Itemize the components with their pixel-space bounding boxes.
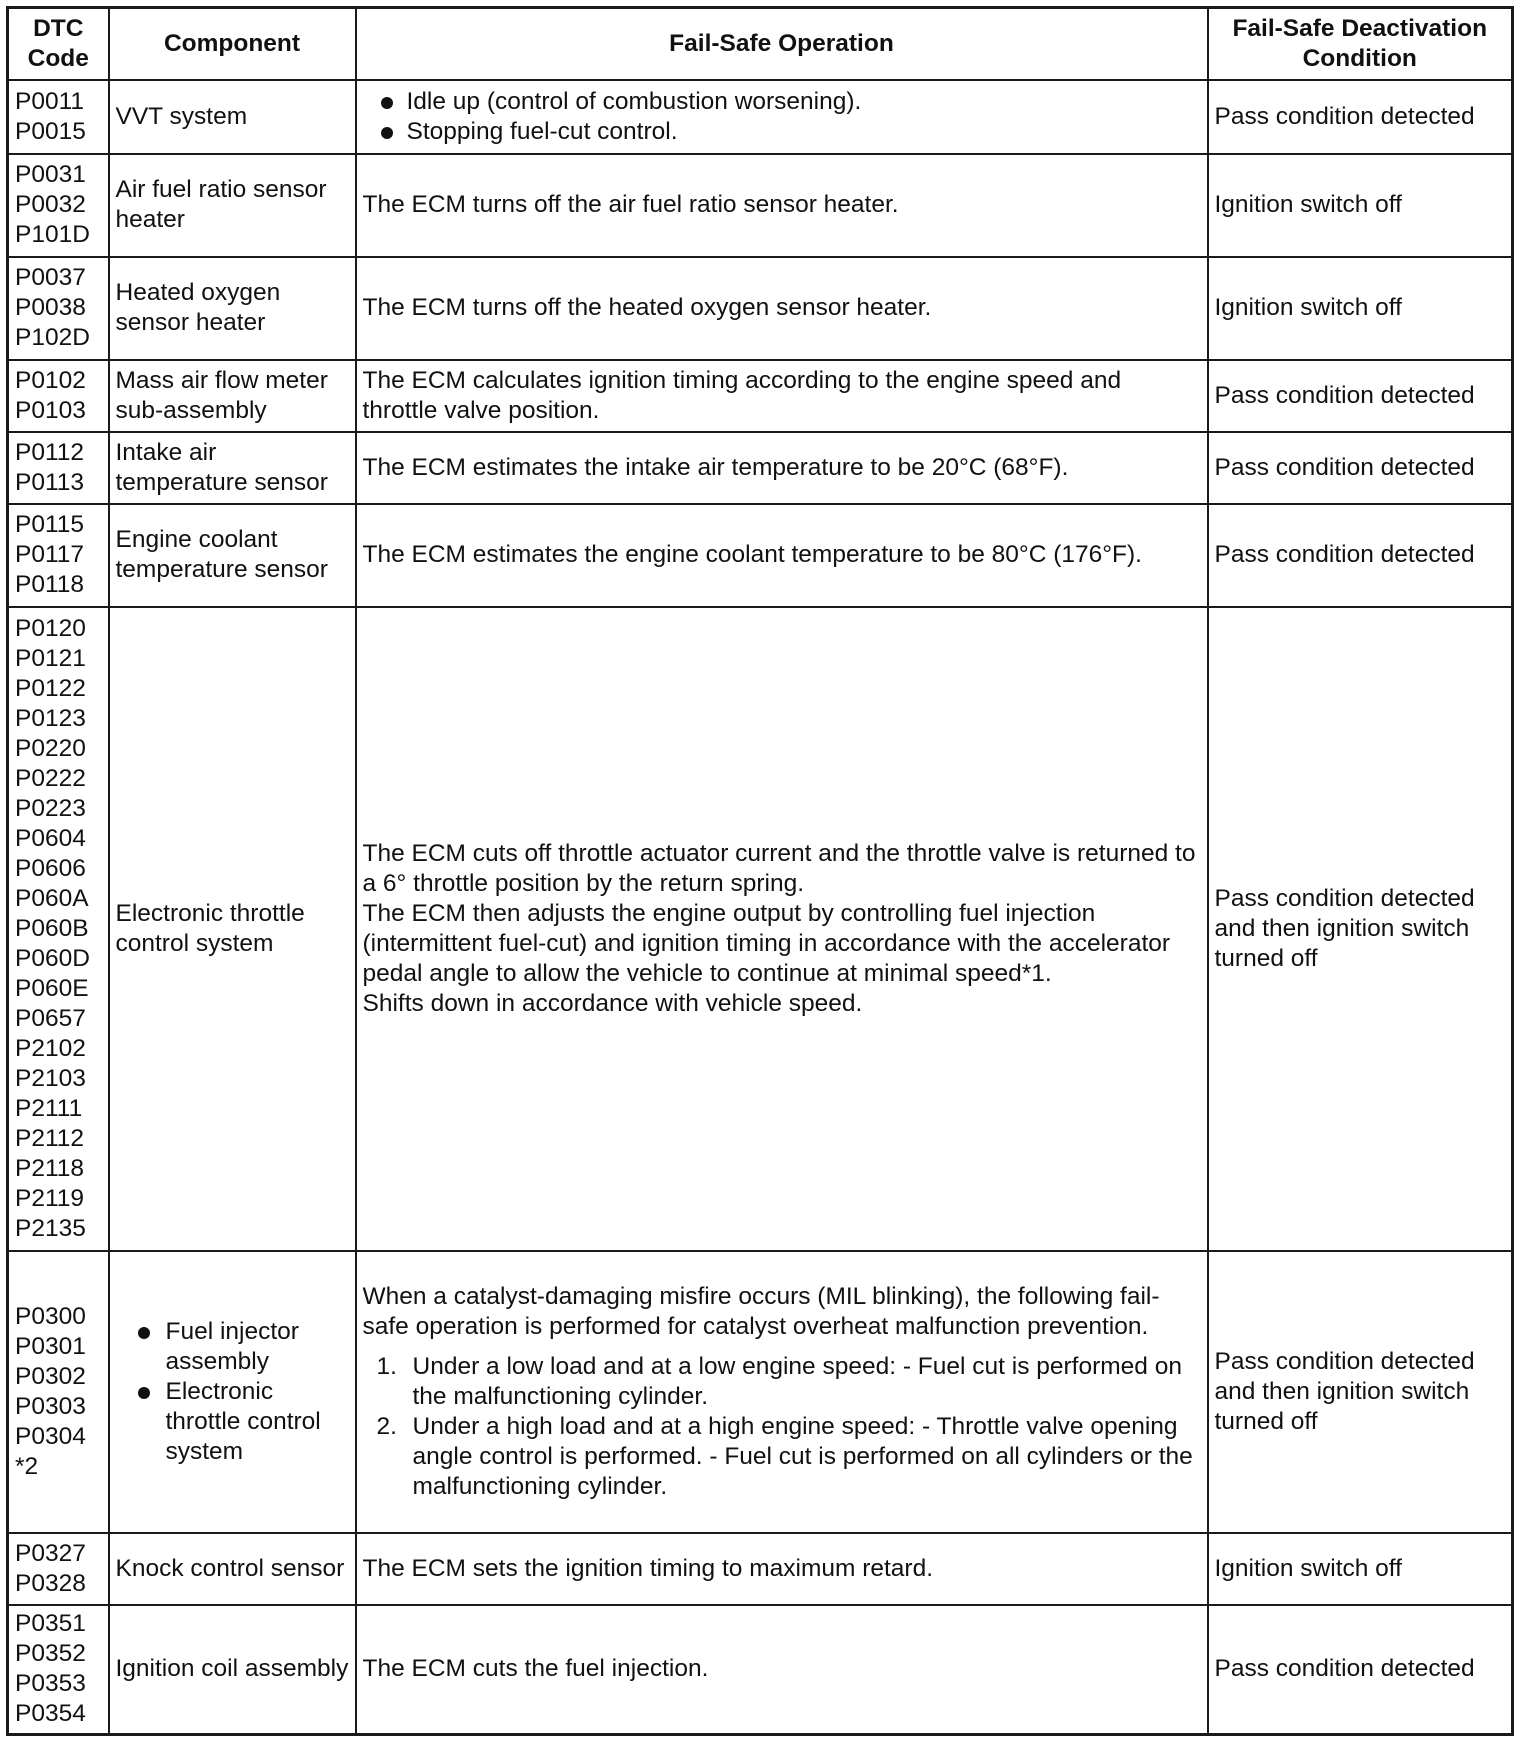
operation-line: The ECM then adjusts the engine output by controlling fuel injection (intermittent fuel-cut) and ignition timing in accordance with the accelerator pedal angle to allow the vehicle to continue at minimal speed*1. bbox=[362, 899, 1171, 987]
dtc-code: P060A bbox=[15, 884, 89, 912]
dtc-codes bbox=[8, 80, 109, 154]
component: Intake air temperature sensor bbox=[109, 432, 356, 504]
component: Heated oxygen sensor heater bbox=[109, 257, 356, 360]
table-row bbox=[8, 257, 1513, 360]
dtc-codes bbox=[8, 360, 109, 432]
dtc-code: P0113 bbox=[15, 468, 85, 496]
dtc-codes bbox=[8, 1251, 109, 1533]
component bbox=[109, 1251, 356, 1533]
dtc-code: P101D bbox=[15, 221, 90, 248]
dtc-code: P0038 bbox=[15, 294, 86, 321]
component: VVT system bbox=[109, 80, 356, 154]
step-number: 2. bbox=[376, 1412, 397, 1440]
fail-safe-operation: The ECM turns off the heated oxygen sensor heater. bbox=[356, 257, 1208, 360]
dtc-code: P0032 bbox=[15, 191, 86, 218]
dtc-code: P060B bbox=[15, 914, 89, 942]
dtc-codes bbox=[8, 1605, 109, 1735]
component-bullet: Electronic throttle control system bbox=[116, 1377, 349, 1467]
step-text: Under a high load and at a high engine speed: - Throttle valve opening angle control is performed. - Fuel cut is performed on all cylinders or the malfunctioning cylinder. bbox=[412, 1412, 1193, 1500]
dtc-code: P0015 bbox=[15, 117, 86, 145]
dtc-code: P0604 bbox=[15, 824, 86, 852]
dtc-code: P0031 bbox=[15, 161, 86, 188]
fail-safe-operation: The ECM cuts the fuel injection. bbox=[356, 1605, 1208, 1735]
table-row bbox=[8, 80, 1513, 154]
dtc-code: P0353 bbox=[15, 1670, 86, 1698]
dtc-code: P0117 bbox=[15, 541, 85, 568]
dtc-code: P0112 bbox=[15, 438, 85, 466]
operation-intro: When a catalyst-damaging misfire occurs (MIL blinking), the following fail-safe operation is performed for catalyst overheat malfunction prevention. bbox=[362, 1282, 1160, 1340]
fail-safe-chart bbox=[6, 6, 1511, 1732]
table-row bbox=[8, 154, 1513, 257]
deactivation-condition: Pass condition detected bbox=[1208, 80, 1513, 154]
step-item bbox=[363, 1352, 1201, 1412]
dtc-code: P0328 bbox=[15, 1569, 86, 1597]
dtc-code: P0606 bbox=[15, 854, 86, 882]
bullet-item: Stopping fuel-cut control. bbox=[363, 117, 1201, 147]
header-dtc-code: DTC Code bbox=[8, 8, 109, 80]
dtc-code: P0352 bbox=[15, 1640, 86, 1668]
dtc-code: P0354 bbox=[15, 1700, 86, 1728]
header-component: Component bbox=[109, 8, 356, 80]
dtc-code: P2118 bbox=[15, 1154, 85, 1182]
deactivation-condition: Ignition switch off bbox=[1208, 154, 1513, 257]
table-row bbox=[8, 504, 1513, 607]
dtc-codes bbox=[8, 154, 109, 257]
component-bullet: Fuel injector assembly bbox=[116, 1317, 349, 1377]
fail-safe-operation bbox=[356, 1251, 1208, 1533]
deactivation-condition: Ignition switch off bbox=[1208, 1533, 1513, 1605]
dtc-code: P0223 bbox=[15, 794, 86, 822]
dtc-code: P0303 bbox=[15, 1392, 86, 1420]
fail-safe-table bbox=[6, 6, 1514, 1736]
deactivation-condition: Ignition switch off bbox=[1208, 257, 1513, 360]
dtc-code: P0102 bbox=[15, 366, 86, 394]
table-row bbox=[8, 1605, 1513, 1735]
deactivation-condition: Pass condition detected bbox=[1208, 360, 1513, 432]
dtc-codes bbox=[8, 607, 109, 1251]
fail-safe-operation: The ECM turns off the air fuel ratio sensor heater. bbox=[356, 154, 1208, 257]
deactivation-condition: Pass condition detected and then ignition switch turned off bbox=[1208, 607, 1513, 1251]
step-number: 1. bbox=[376, 1352, 397, 1380]
dtc-code: P0222 bbox=[15, 764, 86, 792]
dtc-code: P0220 bbox=[15, 734, 86, 762]
header-row bbox=[8, 8, 1513, 80]
deactivation-condition: Pass condition detected and then ignition switch turned off bbox=[1208, 1251, 1513, 1533]
table-row bbox=[8, 1533, 1513, 1605]
dtc-codes bbox=[8, 432, 109, 504]
step-item bbox=[363, 1412, 1201, 1502]
dtc-code: P0300 bbox=[15, 1302, 86, 1330]
fail-safe-operation: The ECM sets the ignition timing to maximum retard. bbox=[356, 1533, 1208, 1605]
fail-safe-operation bbox=[356, 607, 1208, 1251]
table-row bbox=[8, 432, 1513, 504]
dtc-code: P060D bbox=[15, 944, 90, 972]
dtc-codes bbox=[8, 504, 109, 607]
dtc-code: P0351 bbox=[15, 1610, 86, 1638]
fail-safe-operation bbox=[356, 80, 1208, 154]
dtc-code: P060E bbox=[15, 974, 89, 1002]
deactivation-condition: Pass condition detected bbox=[1208, 1605, 1513, 1735]
header-fail-safe-operation: Fail-Safe Operation bbox=[356, 8, 1208, 80]
dtc-code: P2112 bbox=[15, 1124, 85, 1152]
fail-safe-operation: The ECM calculates ignition timing according to the engine speed and throttle valve position. bbox=[356, 360, 1208, 432]
component: Air fuel ratio sensor heater bbox=[109, 154, 356, 257]
dtc-code: P0118 bbox=[15, 571, 85, 598]
dtc-code: P2135 bbox=[15, 1214, 86, 1242]
table-row bbox=[8, 1251, 1513, 1533]
dtc-codes bbox=[8, 257, 109, 360]
dtc-code: P2119 bbox=[15, 1184, 85, 1212]
table-row bbox=[8, 607, 1513, 1251]
dtc-code: P0122 bbox=[15, 674, 86, 702]
dtc-code: P2103 bbox=[15, 1064, 86, 1092]
operation-line: The ECM cuts off throttle actuator current and the throttle valve is returned to a 6° throttle position by the return spring. bbox=[362, 839, 1196, 897]
header-deactivation-condition: Fail-Safe Deactivation Condition bbox=[1208, 8, 1513, 80]
operation-line: Shifts down in accordance with vehicle speed. bbox=[362, 989, 863, 1017]
component: Ignition coil assembly bbox=[109, 1605, 356, 1735]
dtc-code: P0037 bbox=[15, 264, 86, 291]
component: Knock control sensor bbox=[109, 1533, 356, 1605]
dtc-code: P0011 bbox=[15, 87, 85, 115]
component: Engine coolant temperature sensor bbox=[109, 504, 356, 607]
deactivation-condition: Pass condition detected bbox=[1208, 504, 1513, 607]
fail-safe-operation: The ECM estimates the intake air temperature to be 20°C (68°F). bbox=[356, 432, 1208, 504]
component: Mass air flow meter sub-assembly bbox=[109, 360, 356, 432]
dtc-codes bbox=[8, 1533, 109, 1605]
dtc-code: P0103 bbox=[15, 396, 86, 424]
dtc-code: P0120 bbox=[15, 614, 86, 642]
dtc-code: P0302 bbox=[15, 1362, 86, 1390]
dtc-code: P102D bbox=[15, 324, 90, 351]
dtc-code: P0123 bbox=[15, 704, 86, 732]
dtc-code: P0115 bbox=[15, 511, 85, 538]
dtc-code: P2111 bbox=[15, 1094, 83, 1122]
step-text: Under a low load and at a low engine speed: - Fuel cut is performed on the malfunctioning cylinder. bbox=[412, 1352, 1182, 1410]
footnote-mark: *2 bbox=[15, 1452, 39, 1480]
deactivation-condition: Pass condition detected bbox=[1208, 432, 1513, 504]
bullet-item: Idle up (control of combustion worsening). bbox=[363, 87, 1201, 117]
dtc-code: P0657 bbox=[15, 1004, 86, 1032]
dtc-code: P0327 bbox=[15, 1539, 86, 1567]
dtc-code: P0301 bbox=[15, 1332, 86, 1360]
component: Electronic throttle control system bbox=[109, 607, 356, 1251]
dtc-code: P0304 bbox=[15, 1422, 86, 1450]
fail-safe-operation: The ECM estimates the engine coolant temperature to be 80°C (176°F). bbox=[356, 504, 1208, 607]
dtc-code: P0121 bbox=[15, 644, 86, 672]
dtc-code: P2102 bbox=[15, 1034, 86, 1062]
table-row bbox=[8, 360, 1513, 432]
